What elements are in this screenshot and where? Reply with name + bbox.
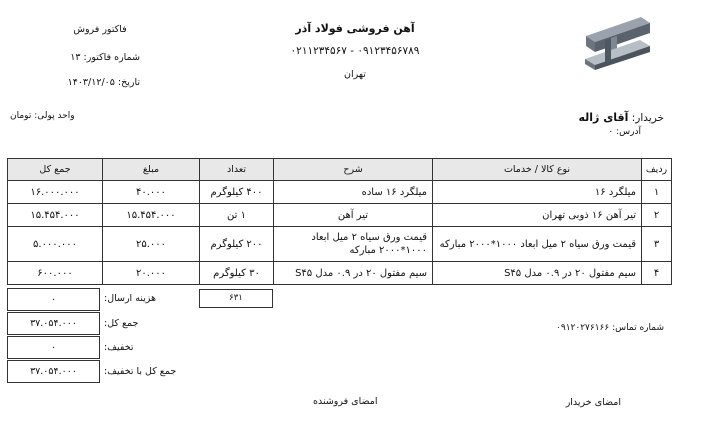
invoice-date-value: ۱۴۰۳/۱۲/۰۵ (67, 77, 115, 88)
buyer-address (608, 127, 641, 137)
seller-signature: امضای فروشنده (313, 396, 378, 407)
address-label: آدرس: (616, 127, 641, 137)
col-header-product: نوع کالا / خدمات (433, 159, 642, 181)
cell-row-no: ۲ (642, 204, 672, 227)
cell-total: ۱۵.۴۵۴.۰۰۰ (8, 204, 103, 227)
col-header-amount: مبلغ (103, 159, 200, 181)
shipping-cost-label: هزینه ارسال: (104, 293, 157, 304)
invoice-title: فاکتور فروش (73, 24, 127, 35)
col-header-total: جمع کل (8, 159, 103, 181)
invoice-number (40, 52, 140, 63)
cell-amount: ۲۵.۰۰۰ (103, 227, 200, 262)
currency-label: واحد پولی: (34, 111, 75, 121)
quantity-sum: ۶۳۱ (199, 289, 273, 308)
table-row (8, 227, 672, 262)
cell-product: قیمت ورق سیاه ۲ میل ابعاد ۱۰۰۰*۲۰۰۰ مبارکه (433, 227, 642, 262)
contact-label: شماره تماس: (612, 323, 664, 333)
cell-description: تیر آهن (274, 204, 433, 227)
col-header-description: شرح (274, 159, 433, 181)
invoice-number-value: ۱۳ (70, 52, 81, 63)
invoice-number-label: شماره فاکتور: (83, 52, 140, 63)
cell-product: میلگرد ۱۶ (433, 181, 642, 204)
col-header-row-no: ردیف (642, 159, 672, 181)
cell-amount: ۴۰.۰۰۰ (103, 181, 200, 204)
cell-quantity: ۲۰۰ کیلوگرم (200, 227, 274, 262)
cell-description: میلگرد ۱۶ ساده (274, 181, 433, 204)
invoice-date (40, 77, 140, 88)
buyer (578, 111, 664, 124)
cell-product: تیر آهن ۱۶ ذوبی تهران (433, 204, 642, 227)
cell-quantity: ۱ تن (200, 204, 274, 227)
invoice-date-label: تاریخ: (117, 77, 140, 88)
table-header-row (8, 159, 672, 181)
cell-total: ۶۰۰.۰۰۰ (8, 262, 103, 285)
cell-amount: ۲۰.۰۰۰ (103, 262, 200, 285)
cell-row-no: ۱ (642, 181, 672, 204)
buyer-name: آقای ژاله (578, 111, 629, 124)
subtotal-label: جمع کل: (104, 318, 139, 329)
cell-total: ۵.۰۰۰.۰۰۰ (8, 227, 103, 262)
cell-quantity: ۳۰ کیلوگرم (200, 262, 274, 285)
table-row (8, 262, 672, 285)
grand-total-value: ۳۷.۰۵۴.۰۰۰ (7, 360, 100, 383)
company-name: آهن فروشی فولاد آذر (295, 22, 415, 35)
cell-amount: ۱۵.۴۵۴.۰۰۰ (103, 204, 200, 227)
company-city: تهران (344, 69, 366, 80)
col-header-quantity: تعداد (200, 159, 274, 181)
company-phone: ۰۲۱۱۲۳۴۵۶۷ - ۰۹۱۲۳۴۵۶۷۸۹ (290, 45, 420, 57)
table-row (8, 204, 672, 227)
cell-description: قیمت ورق سیاه ۲ میل ابعاد ۱۰۰۰*۲۰۰۰ مبارکه (274, 227, 433, 262)
subtotal-value: ۳۷.۰۵۴.۰۰۰ (7, 312, 100, 335)
cell-quantity: ۴۰۰ کیلوگرم (200, 181, 274, 204)
contact-value: ۰۹۱۲۰۲۷۶۱۶۶ (556, 323, 610, 333)
currency-value: تومان (10, 111, 32, 121)
discount-label: تخفیف: (104, 342, 134, 353)
cell-row-no: ۳ (642, 227, 672, 262)
grand-total-label: جمع کل با تخفیف: (104, 366, 177, 377)
address-value: ۰ (608, 127, 614, 137)
invoice-items-table (7, 158, 672, 285)
table-row (8, 181, 672, 204)
cell-product: سیم مفتول ۲۰ در ۰.۹ مدل S۴۵ (433, 262, 642, 285)
shipping-cost-value: ۰ (7, 288, 100, 311)
cell-total: ۱۶.۰۰۰.۰۰۰ (8, 181, 103, 204)
steel-beam-logo-icon (583, 14, 653, 70)
cell-description: سیم مفتول ۲۰ در ۰.۹ مدل S۴۵ (274, 262, 433, 285)
buyer-label: خریدار: (631, 112, 664, 124)
contact-phone (556, 323, 664, 333)
currency-unit (10, 111, 75, 121)
cell-row-no: ۴ (642, 262, 672, 285)
discount-value: ۰ (7, 336, 100, 359)
buyer-signature: امضای خریدار (565, 397, 621, 408)
